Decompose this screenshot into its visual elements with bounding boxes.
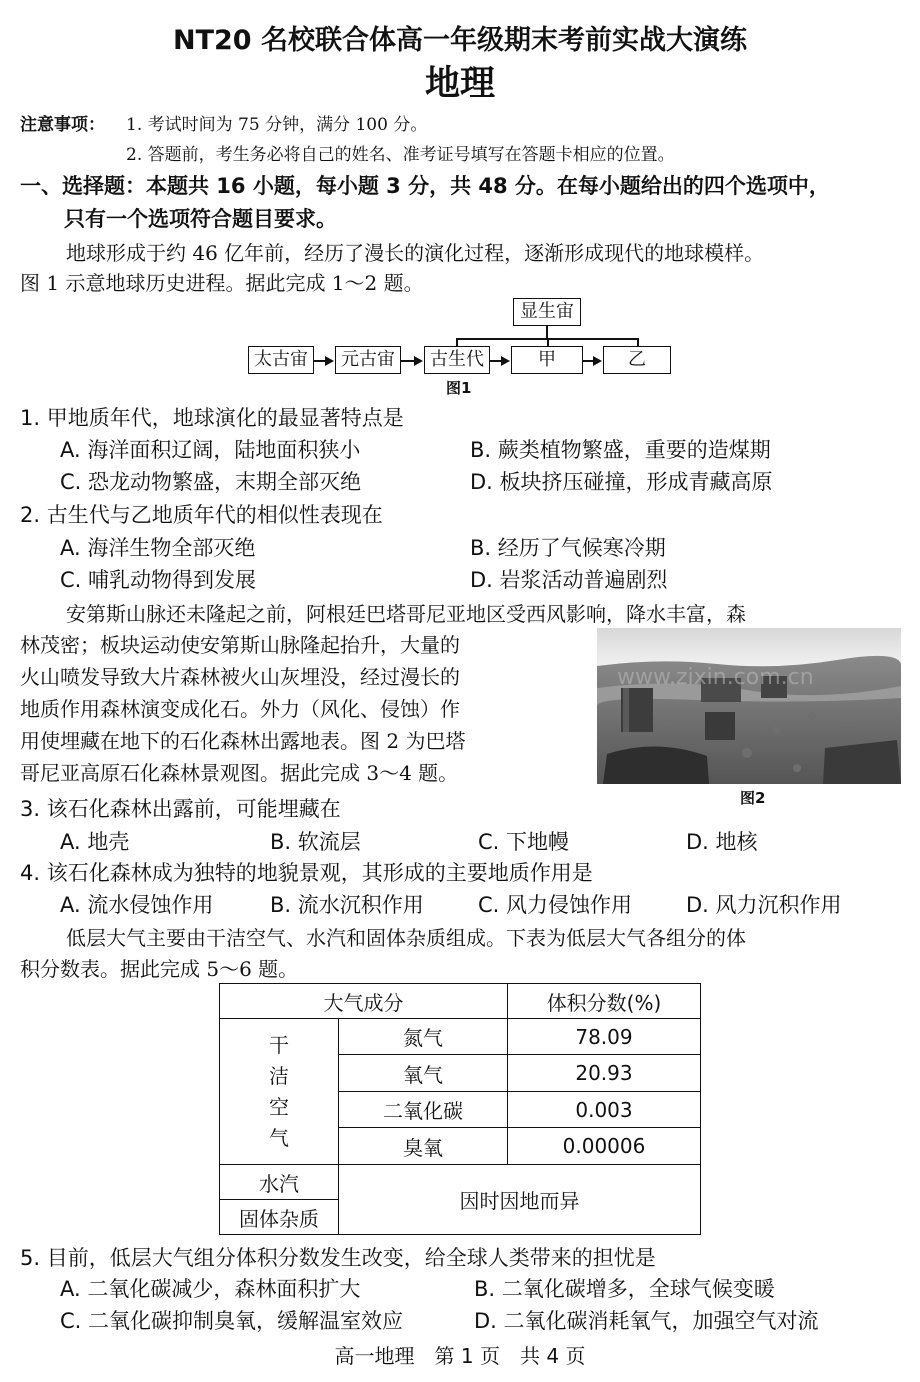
q5-option-d: D. 二氧化碳消耗氧气，加强空气对流 — [474, 1309, 819, 1333]
passage2-line6: 哥尼亚高原石化森林景观图。据此完成 3～4 题。 — [20, 761, 459, 785]
q4-option-d: D. 风力沉积作用 — [686, 893, 842, 917]
atmosphere-table — [219, 983, 701, 1235]
fig1-caption: 图1 — [446, 379, 472, 397]
fig1-arrow-line — [401, 360, 415, 362]
q3-option-a: A. 地壳 — [60, 830, 130, 854]
q5-option-c: C. 二氧化碳抑制臭氧，缓解温室效应 — [60, 1309, 404, 1333]
table-water-vapor: 水汽 — [220, 1165, 339, 1200]
q2-stem: 2. 古生代与乙地质年代的相似性表现在 — [20, 503, 383, 527]
table-row-name: 氧气 — [339, 1055, 508, 1092]
svg-text:www.zixin.com.cn: www.zixin.com.cn — [617, 665, 814, 690]
section-heading-line2: 只有一个选项符合题目要求。 — [64, 207, 337, 231]
table-header-fraction: 体积分数(%) — [508, 984, 701, 1019]
fig1-box-paleozoic: 古生代 — [424, 346, 490, 374]
section-heading-line1: 一、选择题：本题共 16 小题，每小题 3 分，共 48 分。在每小题给出的四个选项中， — [20, 174, 830, 198]
fig1-arrowhead — [414, 356, 423, 366]
fig1-box-yi: 乙 — [603, 346, 671, 374]
q5-stem: 5. 目前，低层大气组分体积分数发生改变，给全球人类带来的担忧是 — [20, 1246, 656, 1270]
q5-option-b: B. 二氧化碳增多，全球气候变暖 — [474, 1277, 775, 1301]
q3-option-b: B. 软流层 — [270, 830, 361, 854]
fig1-box-jia: 甲 — [511, 346, 583, 374]
exam-subject: 地理 — [424, 64, 495, 104]
fig1-arrowhead — [325, 356, 334, 366]
note-item-1: 1. 考试时间为 75 分钟，满分 100 分。 — [126, 115, 428, 135]
fig2-caption: 图2 — [740, 789, 766, 807]
q3-option-c: C. 下地幔 — [478, 830, 570, 854]
q1-option-d: D. 板块挤压碰撞，形成青藏高原 — [470, 470, 773, 494]
table-row-name: 二氧化碳 — [339, 1092, 508, 1128]
table-row-name: 臭氧 — [339, 1128, 508, 1165]
table-row-value: 20.93 — [508, 1055, 701, 1092]
q1-option-b: B. 蕨类植物繁盛，重要的造煤期 — [470, 438, 771, 462]
q1-option-a: A. 海洋面积辽阔，陆地面积狭小 — [60, 438, 361, 462]
q5-option-a: A. 二氧化碳减少，森林面积扩大 — [60, 1277, 361, 1301]
fig1-arrowhead — [501, 356, 510, 366]
table-row-value: 0.00006 — [508, 1128, 701, 1165]
page-footer: 高一地理 第 1 页 共 4 页 — [334, 1344, 586, 1368]
passage3-line2: 积分数表。据此完成 5～6 题。 — [20, 957, 299, 981]
table-dry-air-label: 干 洁 空 气 — [220, 1019, 339, 1165]
passage2-line4: 地质作用森林演变成化石。外力（风化、侵蚀）作 — [20, 697, 460, 721]
fig1-box-archean: 太古宙 — [248, 346, 314, 374]
q2-option-d: D. 岩浆活动普遍剧烈 — [470, 568, 668, 592]
q4-stem: 4. 该石化森林成为独特的地貌景观，其形成的主要地质作用是 — [20, 861, 593, 885]
passage2-line2: 林茂密；板块运动使安第斯山脉隆起抬升，大量的 — [20, 633, 460, 657]
fig1-connector — [546, 325, 548, 339]
q4-option-c: C. 风力侵蚀作用 — [478, 893, 633, 917]
table-row-name: 氮气 — [339, 1019, 508, 1055]
table-row-value: 78.09 — [508, 1019, 701, 1055]
q2-option-c: C. 哺乳动物得到发展 — [60, 568, 257, 592]
fig1-box-proterozoic: 元古宙 — [335, 346, 401, 374]
q3-stem: 3. 该石化森林出露前，可能埋藏在 — [20, 797, 341, 821]
passage2-line3: 火山喷发导致大片森林被火山灰埋没，经过漫长的 — [20, 665, 460, 689]
note-item-2: 2. 答题前，考生务必将自己的姓名、准考证号填写在答题卡相应的位置。 — [126, 145, 675, 165]
q3-option-d: D. 地核 — [686, 830, 758, 854]
passage2-line1: 安第斯山脉还未隆起之前，阿根廷巴塔哥尼亚地区受西风影响，降水丰富，森 — [66, 602, 746, 626]
q4-option-b: B. 流水沉积作用 — [270, 893, 424, 917]
fig1-box-phanerozoic: 显生宙 — [513, 298, 581, 326]
q4-option-a: A. 流水侵蚀作用 — [60, 893, 214, 917]
table-header-component: 大气成分 — [220, 984, 508, 1019]
notes-label: 注意事项： — [20, 115, 105, 135]
table-row-value: 0.003 — [508, 1092, 701, 1128]
table-variable-value: 因时因地而异 — [339, 1165, 701, 1235]
passage1-line1: 地球形成于约 46 亿年前，经历了漫长的演化过程，逐渐形成现代的地球模样。 — [66, 241, 765, 265]
passage2-line5: 用使埋藏在地下的石化森林出露地表。图 2 为巴塔 — [20, 729, 466, 753]
table-solid-impurities: 固体杂质 — [220, 1200, 339, 1235]
q2-option-b: B. 经历了气候寒冷期 — [470, 536, 666, 560]
figure2-photo — [597, 628, 901, 784]
fig1-arrowhead — [593, 356, 602, 366]
q2-option-a: A. 海洋生物全部灭绝 — [60, 536, 256, 560]
passage1-line2: 图 1 示意地球历史进程。据此完成 1～2 题。 — [20, 271, 424, 295]
q1-stem: 1. 甲地质年代，地球演化的最显著特点是 — [20, 406, 404, 430]
exam-title: NT20 名校联合体高一年级期末考前实战大演练 — [173, 25, 747, 56]
passage3-line1: 低层大气主要由干洁空气、水汽和固体杂质组成。下表为低层大气各组分的体 — [66, 926, 746, 950]
q1-option-c: C. 恐龙动物繁盛，末期全部灭绝 — [60, 470, 362, 494]
